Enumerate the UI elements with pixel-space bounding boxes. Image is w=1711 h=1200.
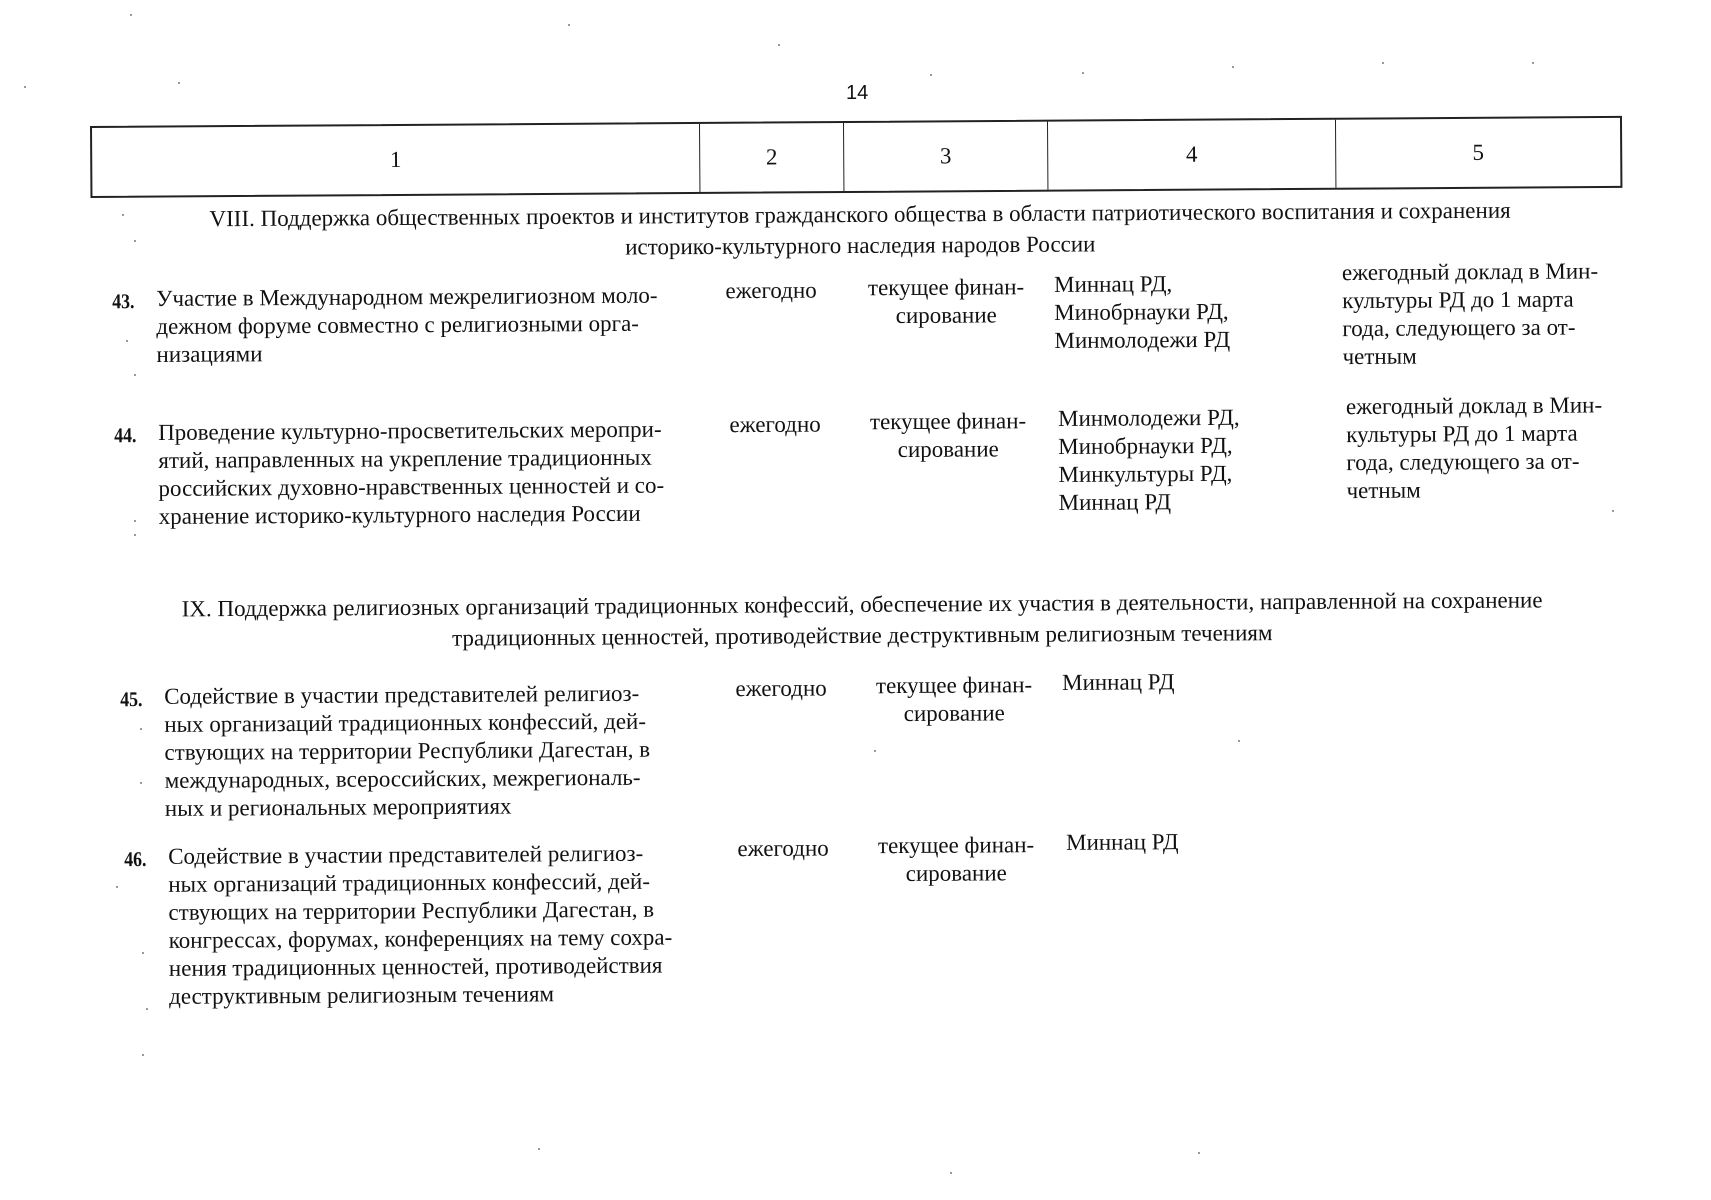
executors-text: Минмолодежи РД, Минобрнауки РД, Минкультуры РД, Миннац РД [1057,404,1240,515]
table-row [0,258,1711,370]
funding-text: текущее финан- сирование [867,274,1025,329]
funding-text: текущее финан- сирование [869,408,1027,463]
column-header-2: 2 [700,123,844,192]
section-title-line-1: IX. Поддержка религиозных организаций традиционных конфессий, обеспечение их участия в деятельности, направленной на сохранение [181,587,1543,622]
result-text: ежегодный доклад в Мин- культуры РД до 1 марта года, следующего за от- четным [1345,392,1603,504]
funding-text: текущее финан- сирование [877,832,1035,886]
period-text: ежегодно [729,411,821,438]
column-header-4: 4 [1048,120,1336,190]
period-text: ежегодно [735,675,827,702]
column-header-5: 5 [1472,139,1485,165]
row-number: 45. [120,687,143,712]
executors-text: Миннац РД [1061,669,1175,695]
table-row [0,665,1711,821]
table-row [0,825,1711,1009]
section-title-line-2: историко-культурного наследия народов России [625,231,1096,260]
row-number: 46. [124,847,147,872]
column-header-table [90,116,1622,198]
measure-text: Содействие в участии представителей религиоз- ных организаций традиционных конфессий, дей- ствующих на территории Республики Дагестан, в международных, всероссийских, межрегиональ- ных и региональных мероприятиях [164,680,651,821]
row-number: 43. [112,289,135,314]
section-title-line-1: VIII. Поддержка общественных проектов и институтов гражданского общества в области патриотического воспитания и сохранения [209,197,1511,232]
row-number: 44. [114,423,137,448]
period-text: ежегодно [737,835,829,862]
executors-text: Миннац РД, Минобрнауки РД, Минмолодежи РД [1053,271,1231,354]
column-header-1: 1 [92,124,700,196]
table-row [0,392,1711,529]
section-title-line-2: традиционных ценностей, противодействие деструктивным религиозным течениям [451,620,1273,651]
measure-text: Содействие в участии представителей религиоз- ных организаций традиционных конфессий, дей- ствующих на территории Республики Дагестан, в конгрессах, форумах, конференциях на тему сохра- нения традиционных ценностей, противодействия деструктивным религиозным течениям [168,840,673,1009]
measure-text: Проведение культурно-просветительских меропри- ятий, направленных на укрепление традиционных российских духовно-нравственных ценностей и со- хранение историко-культурного наследия России [158,416,665,529]
page-number: 14 [846,82,869,104]
result-text: ежегодный доклад в Мин- культуры РД до 1 марта года, следующего за от- четным [1341,258,1599,370]
section-title [100,194,1620,266]
section-title [92,584,1632,656]
executors-text: Миннац РД [1065,829,1179,855]
measure-text: Участие в Международном межрелигиозном моло- дежном форуме совместно с религиозными орга- низациями [156,282,658,367]
period-text: ежегодно [725,277,817,304]
funding-text: текущее финан- сирование [875,672,1033,727]
column-header-3: 3 [844,122,1048,191]
